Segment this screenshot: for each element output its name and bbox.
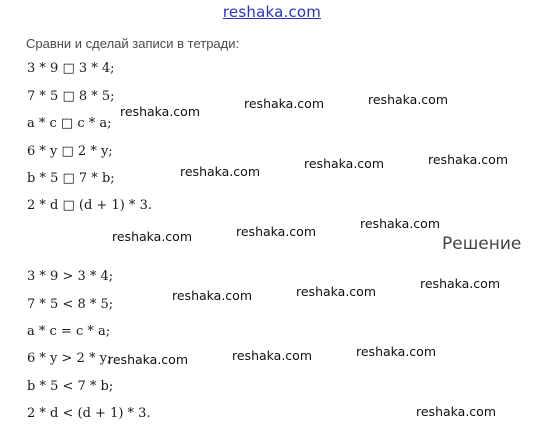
watermark: reshaka.com	[180, 164, 260, 179]
watermark: reshaka.com	[296, 284, 376, 299]
watermark: reshaka.com	[416, 404, 496, 419]
question-2: 7 * 5 □ 8 * 5;	[27, 89, 115, 104]
watermark: reshaka.com	[428, 152, 508, 167]
answer-1: 3 * 9 > 3 * 4;	[27, 269, 114, 284]
watermark: reshaka.com	[368, 92, 448, 107]
answer-2: 7 * 5 < 8 * 5;	[27, 297, 114, 312]
question-5: b * 5 □ 7 * b;	[27, 171, 115, 186]
watermark: reshaka.com	[420, 276, 500, 291]
question-4: 6 * y □ 2 * y;	[27, 144, 113, 159]
watermark: reshaka.com	[108, 352, 188, 367]
solution-heading: Решение	[442, 234, 522, 254]
watermark: reshaka.com	[356, 344, 436, 359]
site-title-link[interactable]: reshaka.com	[222, 3, 322, 21]
watermark: reshaka.com	[172, 288, 252, 303]
watermark: reshaka.com	[232, 348, 312, 363]
question-3: a * c □ c * a;	[27, 116, 112, 131]
watermark: reshaka.com	[244, 96, 324, 111]
question-1: 3 * 9 □ 3 * 4;	[27, 61, 115, 76]
answer-6: 2 * d < (d + 1) * 3.	[27, 406, 151, 421]
watermark: reshaka.com	[112, 229, 192, 244]
task-instruction: Сравни и сделай записи в тетради:	[26, 36, 240, 51]
watermark: reshaka.com	[236, 224, 316, 239]
question-6: 2 * d □ (d + 1) * 3.	[27, 198, 152, 213]
answer-4: 6 * y > 2 * y;	[27, 351, 112, 366]
answer-3: a * c = c * a;	[27, 324, 111, 339]
watermark: reshaka.com	[304, 156, 384, 171]
watermark: reshaka.com	[120, 104, 200, 119]
watermark: reshaka.com	[360, 216, 440, 231]
answer-5: b * 5 < 7 * b;	[27, 379, 114, 394]
